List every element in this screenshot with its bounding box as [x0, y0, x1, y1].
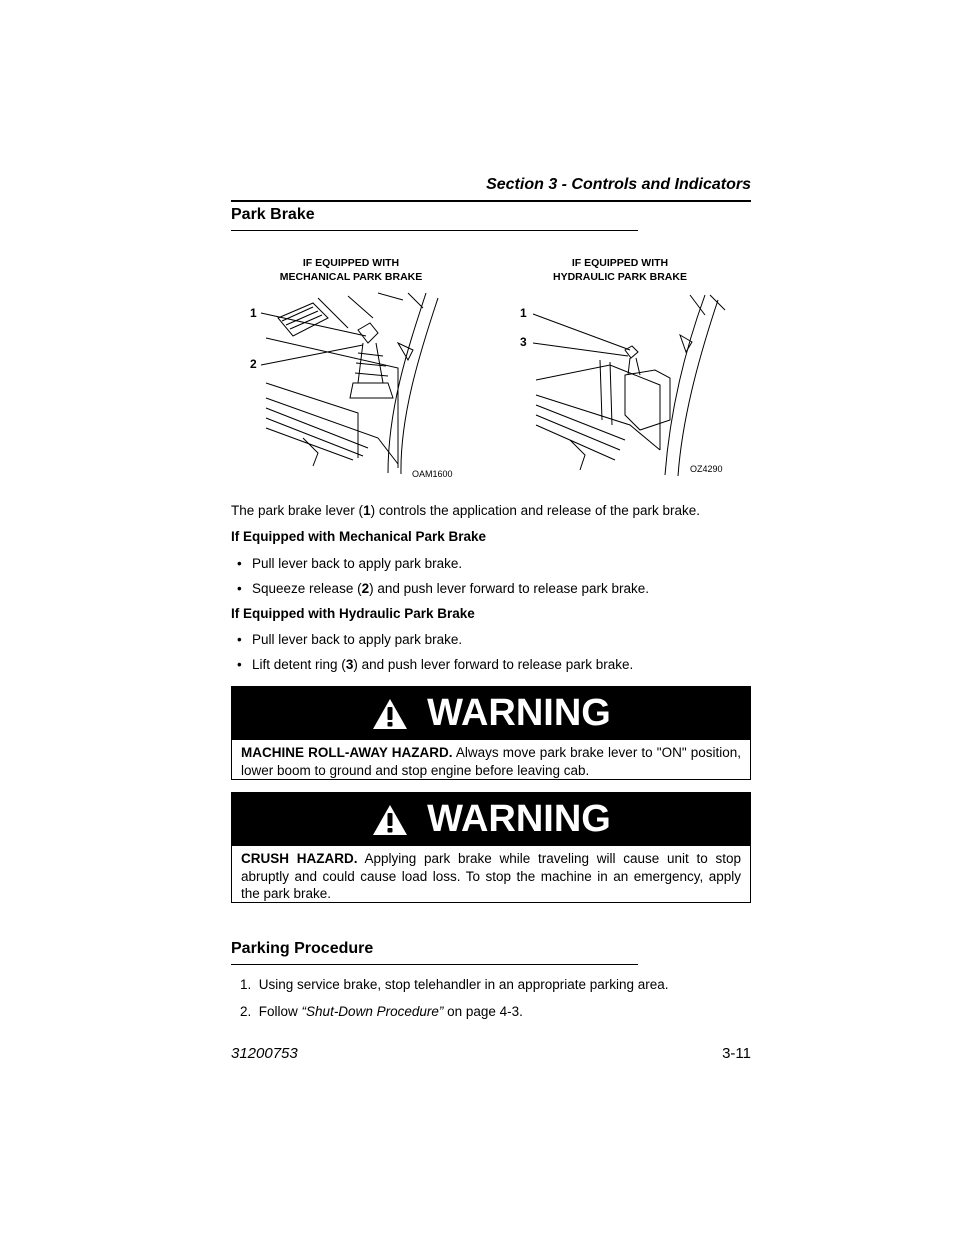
warning-text [232, 740, 750, 783]
callout-ref: 3 [345, 657, 354, 672]
figure-mechanical-caption [262, 256, 440, 284]
caption-line: IF EQUIPPED WITH [302, 257, 400, 269]
text-fragment: The park brake lever ( [231, 503, 364, 518]
mechanical-park-brake-illustration [258, 288, 458, 474]
warning-banner [232, 793, 750, 846]
cross-reference: “Shut-Down Procedure” [301, 1004, 444, 1019]
text-fragment: Pull lever back to apply park brake. [252, 556, 463, 571]
procedure-step [240, 977, 669, 992]
callout-ref: 1 [363, 503, 371, 518]
text-fragment: Pull lever back to apply park brake. [252, 632, 463, 647]
text-fragment: ) controls the application and release of the park brake. [370, 503, 701, 518]
warning-body: Applying park brake while traveling will cause unit to stop abruptly and could cause load loss. To stop the machine in an emergency, apply the park brake. [241, 851, 741, 901]
callout-3-hydraulic: 3 [520, 335, 527, 349]
warning-title: WARNING [427, 798, 611, 840]
callout-2-mechanical: 2 [250, 357, 257, 371]
step-number: 1. [240, 977, 252, 992]
caption-line: HYDRAULIC PARK BRAKE [553, 271, 687, 283]
bullet-item: • Pull lever back to apply park brake. [237, 556, 463, 571]
figure-hydraulic-code: OZ4290 [690, 464, 723, 474]
warning-triangle-icon [371, 697, 409, 731]
hydraulic-park-brake-illustration [530, 290, 730, 476]
caption-line: IF EQUIPPED WITH [571, 257, 669, 269]
callout-1-mechanical: 1 [250, 306, 257, 320]
caption-line: MECHANICAL PARK BRAKE [279, 271, 423, 283]
bullet-item: • Squeeze release (2) and push lever forward to release park brake. [237, 581, 649, 596]
mechanical-subheading: If Equipped with Mechanical Park Brake [231, 529, 487, 544]
text-fragment: on page 4-3. [443, 1004, 523, 1019]
park-brake-heading: Park Brake [231, 206, 315, 223]
text-fragment: Using service brake, stop telehandler in an appropriate parking area. [258, 977, 669, 992]
text-fragment: Lift detent ring ( [252, 657, 346, 672]
text-fragment: ) and push lever forward to release park brake. [369, 581, 649, 596]
warning-banner [232, 687, 750, 740]
park-brake-heading-rule [231, 230, 638, 231]
doc-number: 31200753 [231, 1045, 298, 1062]
parking-procedure-heading: Parking Procedure [231, 940, 374, 957]
warning-lead: CRUSH HAZARD. [241, 851, 358, 866]
text-fragment: ) and push lever forward to release park brake. [353, 657, 634, 672]
header-rule [231, 200, 751, 202]
procedure-step [240, 1004, 523, 1019]
callout-ref: 2 [361, 581, 370, 596]
bullet-item: • Pull lever back to apply park brake. [237, 632, 463, 647]
warning-triangle-icon [371, 803, 409, 837]
warning-box-rollaway [231, 686, 751, 780]
parking-procedure-heading-rule [231, 964, 638, 965]
hydraulic-subheading: If Equipped with Hydraulic Park Brake [231, 606, 475, 621]
bullet-item: • Lift detent ring (3) and push lever forward to release park brake. [237, 657, 634, 672]
text-fragment: Follow [258, 1004, 302, 1019]
warning-text [232, 846, 750, 907]
step-number: 2. [240, 1004, 252, 1019]
section-header: Section 3 - Controls and Indicators [486, 176, 751, 193]
page-number: 3-11 [722, 1045, 751, 1062]
text-fragment: Squeeze release ( [252, 581, 362, 596]
warning-body: Always move park brake lever to "ON" position, lower boom to ground and stop engine before leaving cab. [241, 745, 741, 778]
warning-lead: MACHINE ROLL-AWAY HAZARD. [241, 745, 453, 760]
figure-mechanical-code: OAM1600 [412, 469, 453, 479]
figure-hydraulic-caption [532, 256, 708, 284]
intro-paragraph [231, 503, 700, 518]
warning-box-crush [231, 792, 751, 903]
warning-title: WARNING [427, 692, 611, 734]
callout-1-hydraulic: 1 [520, 306, 527, 320]
